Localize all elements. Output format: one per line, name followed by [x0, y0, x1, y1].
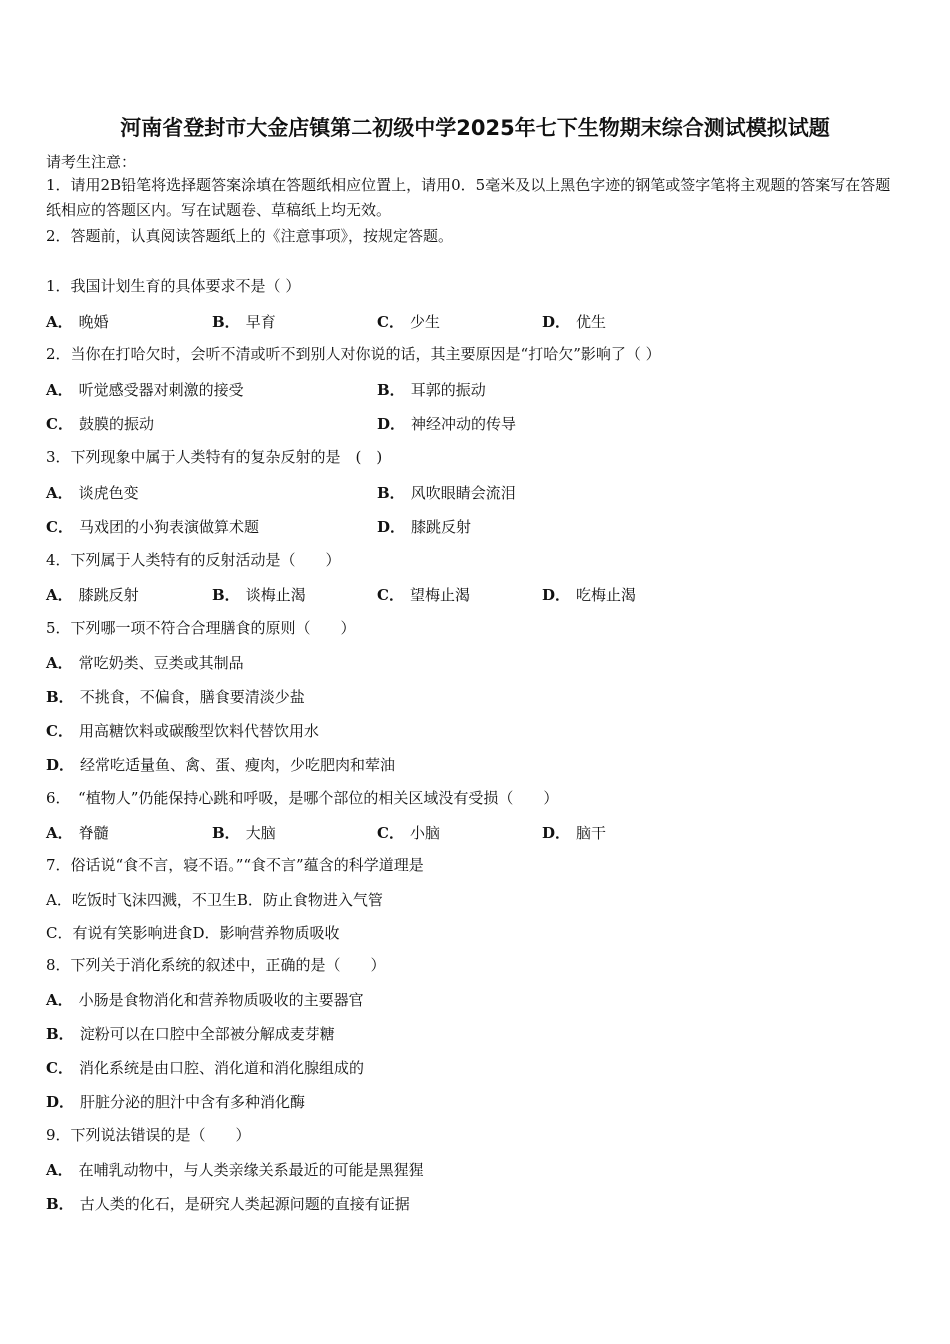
option-label: A． [46, 1161, 73, 1179]
option-label: B． [212, 586, 240, 604]
q3-option-b [377, 482, 516, 503]
option-label: D． [542, 313, 571, 331]
option-text: 神经冲动的传导 [411, 415, 517, 433]
option-text: 晚婚 [78, 313, 109, 331]
option-text: 经常吃适量鱼、禽、蛋、瘦肉，少吃肥肉和荤油 [80, 756, 396, 774]
q8-option-c [46, 1057, 364, 1078]
q7-options-line-2: C．有说有笑影响进食D．影响营养物质吸收 [46, 924, 340, 942]
option-label: A． [46, 381, 73, 399]
q6-option-a [46, 822, 109, 843]
option-label: C． [46, 1059, 73, 1077]
q3-option-c [46, 516, 259, 537]
option-label: B． [46, 688, 74, 706]
option-text: 风吹眼睛会流泪 [410, 484, 516, 502]
question-7-stem: 7．俗话说“食不言，寝不语。”“食不言”蕴含的科学道理是 [46, 856, 424, 874]
question-1-stem: 1．我国计划生育的具体要求不是（ ） [46, 277, 301, 295]
option-text: 膝跳反射 [78, 586, 139, 604]
q8-option-a [46, 989, 364, 1010]
option-text: 谈虎色变 [78, 484, 139, 502]
question-6-stem: 6． “植物人”仍能保持心跳和呼吸，是哪个部位的相关区域没有受损（ ） [46, 789, 559, 807]
option-text: 鼓膜的振动 [78, 415, 154, 433]
option-text: 小肠是食物消化和营养物质吸收的主要器官 [78, 991, 364, 1009]
option-label: D． [542, 824, 571, 842]
option-label: B． [212, 313, 240, 331]
q3-option-a [46, 482, 139, 503]
option-label: A． [46, 313, 73, 331]
option-text: 肝脏分泌的胆汁中含有多种消化酶 [80, 1093, 306, 1111]
q6-option-d [542, 822, 606, 843]
option-text: 听觉感受器对刺激的接受 [78, 381, 244, 399]
q6-option-b [212, 822, 276, 843]
option-label: C． [377, 824, 404, 842]
page-title: 河南省登封市大金店镇第二初级中学2025年七下生物期末综合测试模拟试题 [120, 116, 830, 140]
option-label: D． [377, 415, 406, 433]
q4-option-c [377, 584, 470, 605]
q4-option-a [46, 584, 139, 605]
q4-option-d [542, 584, 636, 605]
question-8-stem: 8．下列关于消化系统的叙述中，正确的是（ ） [46, 956, 386, 974]
option-label: A． [46, 654, 73, 672]
question-5-stem: 5．下列哪一项不符合合理膳食的原则（ ） [46, 619, 356, 637]
option-label: B． [377, 381, 405, 399]
option-label: C． [377, 586, 404, 604]
option-label: D． [542, 586, 571, 604]
option-text: 不挑食，不偏食，膳食要清淡少盐 [79, 688, 305, 706]
notice-heading: 请考生注意： [46, 153, 137, 171]
option-label: C． [46, 722, 73, 740]
q8-option-b [46, 1023, 335, 1044]
q2-option-d [377, 413, 516, 434]
option-text: 膝跳反射 [411, 518, 472, 536]
q2-option-c [46, 413, 154, 434]
option-label: A． [46, 586, 73, 604]
option-text: 少生 [409, 313, 440, 331]
option-label: B． [46, 1195, 74, 1213]
option-text: 消化系统是由口腔、消化道和消化腺组成的 [78, 1059, 364, 1077]
option-label: A． [46, 991, 73, 1009]
q2-option-b [377, 379, 486, 400]
q7-options-line-1: A．吃饭时飞沫四溅，不卫生B．防止食物进入气管 [46, 891, 383, 909]
q8-option-d [46, 1091, 305, 1112]
option-label: C． [377, 313, 404, 331]
q1-option-a [46, 311, 109, 332]
option-text: 古人类的化石，是研究人类起源问题的直接有证据 [79, 1195, 410, 1213]
option-label: D． [46, 1093, 75, 1111]
notice-item-2: 2．答题前，认真阅读答题纸上的《注意事项》，按规定答题。 [46, 227, 454, 245]
option-text: 马戏团的小狗表演做算术题 [78, 518, 259, 536]
option-label: A． [46, 824, 73, 842]
option-text: 早育 [245, 313, 276, 331]
option-text: 望梅止渴 [409, 586, 470, 604]
option-text: 小脑 [409, 824, 440, 842]
option-label: B． [377, 484, 405, 502]
question-9-stem: 9．下列说法错误的是（ ） [46, 1126, 251, 1144]
option-text: 脑干 [576, 824, 607, 842]
option-text: 脊髓 [78, 824, 109, 842]
option-label: C． [46, 415, 73, 433]
option-label: B． [46, 1025, 74, 1043]
option-text: 用高糖饮料或碳酸型饮料代替饮用水 [78, 722, 319, 740]
q5-option-d [46, 754, 395, 775]
option-text: 大脑 [245, 824, 276, 842]
q4-option-b [212, 584, 306, 605]
q9-option-a [46, 1159, 424, 1180]
option-text: 优生 [576, 313, 607, 331]
q5-option-b [46, 686, 305, 707]
question-4-stem: 4．下列属于人类特有的反射活动是（ ） [46, 551, 341, 569]
option-text: 淀粉可以在口腔中全部被分解成麦芽糖 [79, 1025, 335, 1043]
notice-item-1: 1．请用2B铅笔将选择题答案涂填在答题纸相应位置上，请用0．5毫米及以上黑色字迹的钢笔或签字笔将主观题的答案写在答题纸相应的答题区内。写在试题卷、草稿纸上均无效。 [46, 176, 891, 219]
option-label: D． [377, 518, 406, 536]
option-text: 谈梅止渴 [245, 586, 306, 604]
option-text: 耳郭的振动 [410, 381, 486, 399]
q9-option-b [46, 1193, 410, 1214]
option-label: A． [46, 484, 73, 502]
option-text: 吃梅止渴 [576, 586, 637, 604]
q1-option-d [542, 311, 606, 332]
q6-option-c [377, 822, 440, 843]
option-label: D． [46, 756, 75, 774]
option-text: 常吃奶类、豆类或其制品 [78, 654, 244, 672]
question-2-stem: 2．当你在打哈欠时，会听不清或听不到别人对你说的话，其主要原因是“打哈欠”影响了（ ） [46, 345, 661, 363]
question-3-stem: 3．下列现象中属于人类特有的复杂反射的是 ( ) [46, 448, 383, 466]
q1-option-b [212, 311, 276, 332]
option-label: B． [212, 824, 240, 842]
q5-option-a [46, 652, 244, 673]
q3-option-d [377, 516, 471, 537]
option-text: 在哺乳动物中，与人类亲缘关系最近的可能是黑猩猩 [78, 1161, 424, 1179]
q5-option-c [46, 720, 319, 741]
q1-option-c [377, 311, 440, 332]
option-label: C． [46, 518, 73, 536]
q2-option-a [46, 379, 244, 400]
